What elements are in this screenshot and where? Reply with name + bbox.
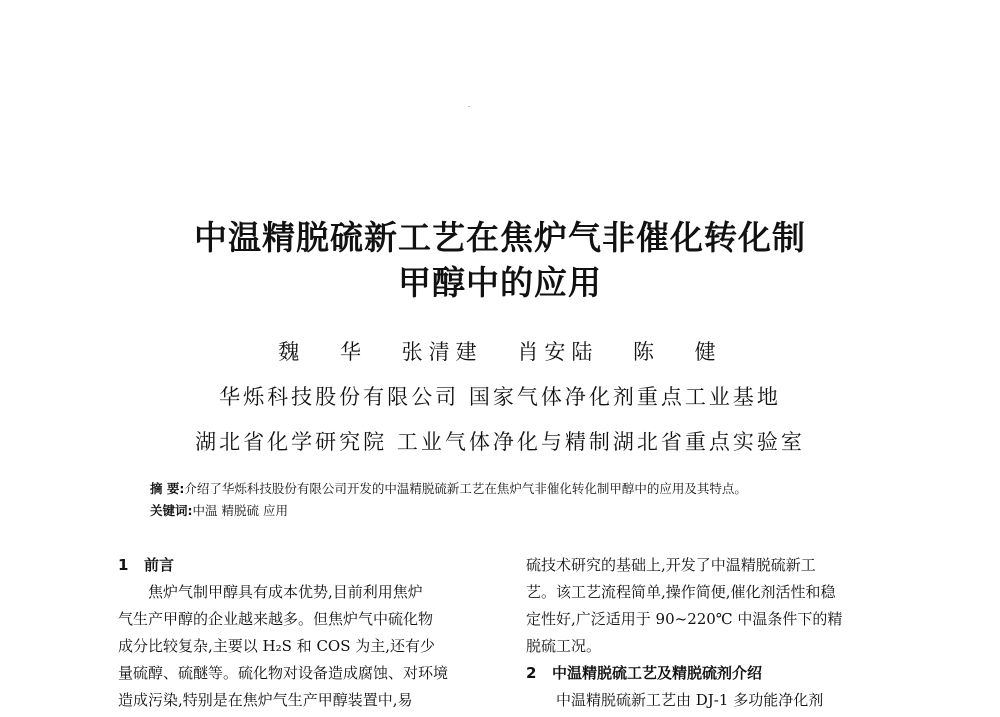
keywords-text: 中温 精脱硫 应用 bbox=[192, 503, 288, 518]
keywords-label: 关键词: bbox=[150, 503, 193, 518]
abstract-text: 介绍了华烁科技股份有限公司开发的中温精脱硫新工艺在焦炉气非催化转化制甲醇中的应用及其特点。 bbox=[184, 481, 747, 496]
right-column bbox=[526, 552, 896, 714]
body-line: 艺。该工艺流程简单,操作简便,催化剂活性和稳 bbox=[526, 583, 836, 601]
section-heading-2 bbox=[526, 660, 896, 687]
keywords bbox=[150, 501, 910, 519]
paper-title-line-2: 甲醇中的应用 bbox=[398, 263, 602, 302]
body-line: 硫技术研究的基础上,开发了中温精脱硫新工 bbox=[526, 556, 816, 574]
body-line: 气生产甲醇的企业越来越多。但焦炉气中硫化物 bbox=[118, 610, 434, 628]
section-title: 中温精脱硫工艺及精脱硫剂介绍 bbox=[552, 664, 763, 682]
affiliation-1: 华烁科技股份有限公司 国家气体净化剂重点工业基地 bbox=[219, 385, 781, 409]
abstract-label: 摘 要: bbox=[150, 481, 185, 496]
scan-speck bbox=[468, 106, 470, 107]
body-line: 量硫醇、硫醚等。硫化物对设备造成腐蚀、对环境 bbox=[118, 664, 449, 682]
section-heading-1 bbox=[118, 552, 498, 579]
body-line: 焦炉气制甲醇具有成本优势,目前利用焦炉 bbox=[148, 583, 423, 601]
paper-title-line-1: 中温精脱硫新工艺在焦炉气非催化转化制 bbox=[194, 218, 806, 257]
body-line: 造成污染,特别是在焦炉气生产甲醇装置中,易 bbox=[118, 691, 413, 709]
body-line: 中温精脱硫新工艺由 DJ-1 多功能净化剂 bbox=[556, 691, 824, 709]
body-line: 定性好,广泛适用于 90~220℃ 中温条件下的精 bbox=[526, 610, 843, 628]
left-column bbox=[118, 552, 498, 714]
abstract bbox=[150, 479, 910, 497]
section-number: 2 bbox=[526, 664, 537, 682]
affiliation-2: 湖北省化学研究院 工业气体净化与精制湖北省重点实验室 bbox=[195, 430, 805, 454]
author-list: 魏 华 张清建 肖安陆 陈 健 bbox=[278, 340, 722, 364]
body-line: 脱硫工况。 bbox=[526, 637, 602, 655]
section-title: 前言 bbox=[144, 556, 175, 574]
section-number: 1 bbox=[118, 556, 129, 574]
body-line: 成分比较复杂,主要以 H₂S 和 COS 为主,还有少 bbox=[118, 637, 436, 655]
